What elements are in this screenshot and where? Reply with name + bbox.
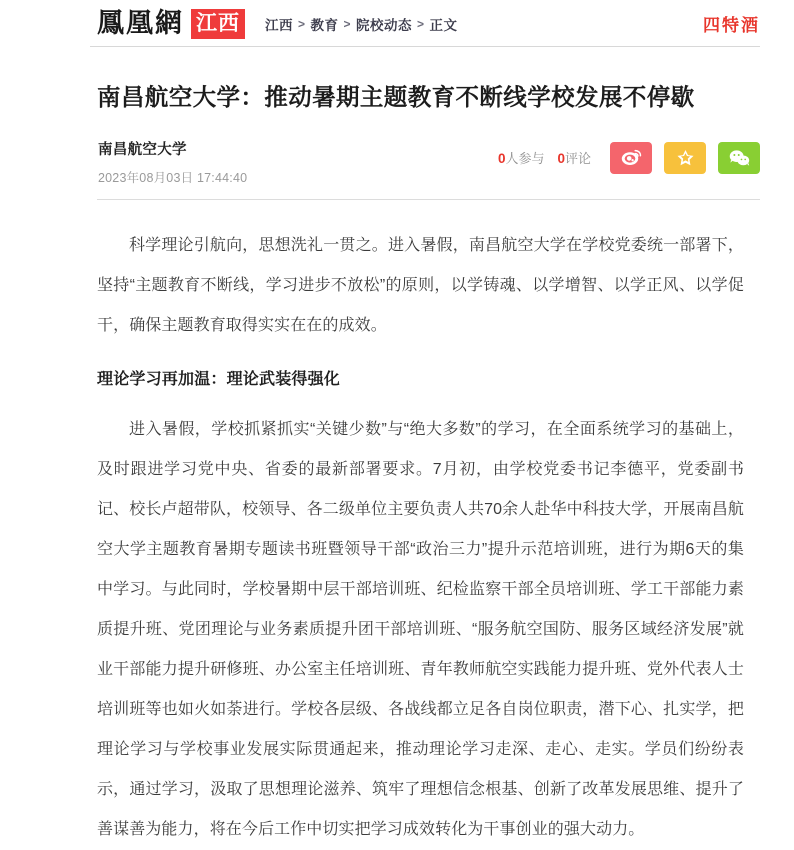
breadcrumb-separator-icon: >	[417, 16, 425, 31]
comments-count: 0	[557, 151, 565, 167]
article-meta-left	[98, 138, 247, 186]
comments-count-group[interactable]	[557, 148, 591, 167]
meta-divider	[97, 199, 760, 200]
brand-region-badge: 江西	[191, 9, 245, 39]
share-buttons	[610, 142, 760, 174]
participants-count: 0	[497, 151, 506, 167]
wechat-icon	[728, 149, 751, 167]
site-header	[0, 0, 794, 47]
article-container	[0, 82, 794, 850]
share-weibo-button[interactable]	[610, 142, 652, 174]
breadcrumb-item-3[interactable]: 院校动态	[356, 17, 413, 33]
star-icon	[676, 149, 695, 167]
brand-name-text: 鳳凰網	[97, 8, 184, 38]
paragraph-intro: 科学理论引航向，思想洗礼一贯之。进入暑假，南昌航空大学在学校党委统一部署下，坚持“主题教育不断线，学习进步不放松”的原则，以学铸魂、以学增智、以学正风、以学促干，确保主题教育取得实实在在的成效。	[97, 236, 744, 334]
site-logo[interactable]	[97, 9, 245, 39]
article-meta	[97, 138, 744, 200]
breadcrumb-item-1[interactable]: 江西	[265, 17, 293, 33]
section-subheading: 理论学习再加温：理论武装得强化	[97, 370, 341, 388]
breadcrumb-separator-icon: >	[298, 16, 306, 31]
share-wechat-button[interactable]	[718, 142, 760, 174]
page-title: 南昌航空大学：推动暑期主题教育不断线学校发展不停歇	[97, 84, 695, 110]
comments-label: 评论	[564, 151, 591, 167]
article-timestamp: 2023年08月03日 17:44:40	[98, 170, 248, 185]
article-body	[97, 226, 744, 850]
participants-label: 人参与	[505, 151, 545, 167]
breadcrumb	[265, 14, 458, 34]
article-source[interactable]: 南昌航空大学	[98, 141, 187, 158]
paragraph-body-1: 进入暑假，学校抓紧抓实“关键少数”与“绝大多数”的学习，在全面系统学习的基础上，及时跟进学习党中央、省委的最新部署要求。7月初，由学校党委书记李德平，党委副书记、校长卢超带队，校领导、各二级单位主要负责人共70余人赴华中科技大学，开展南昌航空大学主题教育暑期专题读书班暨领导干部“政治三力”提升示范培训班，进行为期6天的集中学习。与此同时，学校暑期中层干部培训班、纪检监察干部全员培训班、学工干部能力素质提升班、党团理论与业务素质提升团干部培训班、“服务航空国防、服务区域经济发展”就业干部能力提升研修班、办公室主任培训班、青年教师航空实践能力提升班、党外代表人士培训班等也如火如荼进行。学校各层级、各战线都立足各自岗位职责，潜下心、扎实学，把理论学习与学校事业发展实际贯通起来，推动理论学习走深、走心、走实。学员们纷纷表示，通过学习，汲取了思想理论滋养、筑牢了理想信念根基、创新了改革发展思维、提升了善谋善为能力，将在今后工作中切实把学习成效转化为干事创业的强大动力。	[97, 420, 744, 838]
favorite-button[interactable]	[664, 142, 706, 174]
breadcrumb-item-2[interactable]: 教育	[310, 17, 339, 33]
advertiser-logo[interactable]: 四特酒	[703, 16, 760, 35]
breadcrumb-separator-icon: >	[343, 16, 352, 31]
article-meta-right	[498, 142, 760, 174]
breadcrumb-item-4: 正文	[429, 17, 458, 33]
weibo-icon	[621, 149, 642, 166]
participants-count-group[interactable]	[498, 148, 545, 167]
engagement-counts	[498, 148, 591, 167]
header-divider	[90, 46, 760, 47]
